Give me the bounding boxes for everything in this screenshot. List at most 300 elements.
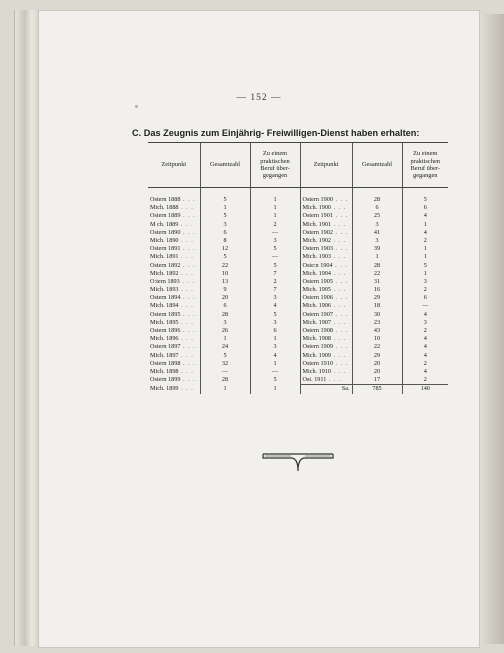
cell-zeitpunkt-right	[300, 286, 352, 294]
cell-gesamtzahl-left-text: 12	[221, 245, 229, 253]
leader-dots: . . .	[331, 236, 347, 244]
leader-dots: . . .	[331, 351, 347, 359]
leader-dots: . . .	[180, 196, 196, 204]
cell-beruf-left	[250, 335, 300, 343]
cell-zeitpunkt-left	[148, 360, 200, 368]
cell-zeitpunkt-left-text: Mich. 1891	[150, 253, 179, 261]
cell-gesamtzahl-left	[200, 237, 250, 245]
cell-summe-gesamtzahl-text: 785	[372, 385, 382, 393]
leader-dots: . . .	[332, 310, 349, 318]
cell-beruf-left-text: 5	[273, 376, 277, 384]
table-row	[148, 294, 448, 302]
cell-zeitpunkt-left	[148, 286, 200, 294]
leader-dots: . . .	[180, 343, 196, 351]
leader-dots: . . .	[332, 294, 349, 302]
cell-zeitpunkt-left-text: Mich. 1893	[150, 286, 179, 294]
table-row	[148, 385, 448, 394]
cell-gesamtzahl-left-text: 10	[221, 269, 229, 277]
cell-beruf-left	[250, 311, 300, 319]
table-row	[148, 302, 448, 310]
table-row	[148, 270, 448, 278]
cell-gesamtzahl-right-text: 16	[373, 286, 381, 294]
cell-beruf-left	[250, 262, 300, 270]
cell-beruf-left-text: 5	[273, 310, 277, 318]
cell-zeitpunkt-left-text: Ostern 1889	[150, 212, 181, 220]
leader-dots: . . .	[331, 367, 347, 375]
cell-gesamtzahl-left	[200, 245, 250, 253]
cell-beruf-right-text: 2	[423, 286, 427, 294]
leader-dots: . . .	[178, 204, 194, 212]
cell-gesamtzahl-left	[200, 368, 250, 376]
cell-beruf-left-text: 6	[273, 327, 277, 335]
leader-dots: . . .	[332, 228, 349, 236]
leader-dots: . . .	[331, 220, 347, 228]
cell-zeitpunkt-left-text: Mich. 1894	[150, 302, 179, 310]
cell-gesamtzahl-right	[352, 278, 402, 286]
cell-beruf-right-text: 4	[423, 343, 427, 351]
cell-beruf-left	[250, 270, 300, 278]
cell-zeitpunkt-right-text: Ostern 1907	[302, 310, 333, 318]
cell-gesamtzahl-left	[200, 343, 250, 351]
cell-zeitpunkt-left	[148, 335, 200, 343]
cell-beruf-left-text: —	[271, 228, 279, 236]
cell-beruf-left-text: 1	[273, 212, 277, 220]
leader-dots: . . .	[178, 286, 194, 294]
cell-beruf-left	[250, 294, 300, 302]
cell-beruf-right-text: 4	[423, 351, 427, 359]
cell-gesamtzahl-left	[200, 311, 250, 319]
cell-beruf-left-text: 4	[273, 351, 277, 359]
cell-beruf-left-text: —	[271, 253, 279, 261]
leader-dots: . . .	[326, 376, 342, 384]
cell-gesamtzahl-left-text: 1	[223, 204, 227, 212]
cell-beruf-left-text: 1	[273, 359, 277, 367]
cell-beruf-right	[402, 368, 448, 376]
header-beruf-line4: gegangen	[413, 172, 438, 180]
leader-dots: . . .	[331, 269, 347, 277]
leader-dots: . . .	[180, 212, 196, 220]
cell-gesamtzahl-right-text: 23	[373, 318, 381, 326]
cell-zeitpunkt-left-text: Ostern 1895	[150, 310, 181, 318]
cell-beruf-left-text: 2	[273, 277, 277, 285]
cell-gesamtzahl-right	[352, 188, 402, 205]
cell-gesamtzahl-left-text: 8	[223, 236, 227, 244]
cell-zeitpunkt-right	[300, 335, 352, 343]
cell-beruf-left	[250, 286, 300, 294]
table-row	[148, 327, 448, 335]
cell-beruf-right-text: 5	[423, 196, 427, 204]
cell-beruf-right	[402, 262, 448, 270]
cell-zeitpunkt-left	[148, 229, 200, 237]
cell-zeitpunkt-left	[148, 302, 200, 310]
cell-zeitpunkt-left-text: Ostern 1896	[150, 327, 181, 335]
cell-beruf-left-text: 1	[273, 204, 277, 212]
cell-gesamtzahl-right	[352, 368, 402, 376]
leader-dots: . . .	[331, 253, 347, 261]
cell-gesamtzahl-right	[352, 204, 402, 212]
cell-zeitpunkt-right-text: Mich. 1900	[302, 204, 332, 212]
cell-gesamtzahl-left	[200, 327, 250, 335]
cell-beruf-right	[402, 360, 448, 368]
cell-gesamtzahl-left-text: 5	[223, 196, 227, 204]
leader-dots: . . .	[332, 261, 348, 269]
cell-gesamtzahl-right-text: 41	[373, 228, 381, 236]
cell-zeitpunkt-right-text: Ostern 1908	[302, 327, 333, 335]
table-row	[148, 368, 448, 376]
cell-zeitpunkt-right-text: Ostern 1909	[302, 343, 333, 351]
cell-beruf-right-text: 1	[423, 269, 427, 277]
cell-gesamtzahl-left	[200, 262, 250, 270]
leader-dots: . . .	[178, 220, 194, 228]
scan-right-margin	[478, 14, 504, 644]
cell-zeitpunkt-right	[300, 221, 352, 229]
cell-beruf-right	[402, 212, 448, 220]
cell-gesamtzahl-right	[352, 327, 402, 335]
cell-beruf-right	[402, 188, 448, 205]
cell-summe-beruf	[402, 385, 448, 394]
cell-beruf-left-text: 1	[273, 385, 277, 393]
cell-beruf-left-text: 3	[273, 318, 277, 326]
cell-gesamtzahl-right-text: 29	[373, 351, 381, 359]
cell-zeitpunkt-left	[148, 237, 200, 245]
cell-gesamtzahl-left-text: 3	[223, 220, 227, 228]
cell-zeitpunkt-right-text: Ostern 1901	[302, 212, 333, 220]
cell-zeitpunkt-left	[148, 352, 200, 360]
leader-dots: . . .	[178, 367, 194, 375]
leader-dots: . . .	[332, 212, 349, 220]
table-row	[148, 204, 448, 212]
cell-beruf-right-text: 1	[423, 220, 427, 228]
cell-zeitpunkt-right-text: Oste:n 1904	[302, 261, 333, 269]
cell-zeitpunkt-left	[148, 385, 200, 394]
cell-gesamtzahl-left	[200, 385, 250, 394]
cell-gesamtzahl-right-text: 43	[373, 327, 381, 335]
cell-beruf-right-text: 2	[423, 359, 427, 367]
leader-dots: . . .	[332, 343, 349, 351]
cell-gesamtzahl-right	[352, 319, 402, 327]
cell-summe-beruf-text: 140	[420, 385, 430, 393]
table-row	[148, 319, 448, 327]
cell-zeitpunkt-right-text: Mich. 1908	[302, 335, 332, 343]
cell-gesamtzahl-left-text: —	[221, 367, 229, 375]
cell-beruf-left	[250, 253, 300, 261]
cell-beruf-left	[250, 343, 300, 351]
cell-gesamtzahl-left	[200, 335, 250, 343]
cell-zeitpunkt-right	[300, 212, 352, 220]
data-table	[148, 142, 448, 394]
cell-zeitpunkt-right-text: Mich. 1904	[302, 269, 332, 277]
cell-beruf-left-text: 1	[273, 335, 277, 343]
cell-zeitpunkt-right	[300, 311, 352, 319]
cell-zeitpunkt-left	[148, 376, 200, 385]
cell-beruf-right	[402, 335, 448, 343]
cell-zeitpunkt-left-text: Mich. 1890	[150, 236, 179, 244]
table-row	[148, 343, 448, 351]
cell-gesamtzahl-right-text: 30	[373, 310, 381, 318]
cell-beruf-left	[250, 212, 300, 220]
cell-beruf-right	[402, 352, 448, 360]
cell-beruf-left	[250, 278, 300, 286]
cell-zeitpunkt-left	[148, 327, 200, 335]
cell-gesamtzahl-left	[200, 376, 250, 385]
cell-beruf-left-text: 5	[273, 245, 277, 253]
cell-zeitpunkt-left	[148, 253, 200, 261]
table-body	[148, 188, 448, 394]
cell-gesamtzahl-left-text: 5	[223, 212, 227, 220]
cell-summe-gesamtzahl	[352, 385, 402, 394]
cell-beruf-right-text: 2	[423, 236, 427, 244]
cell-gesamtzahl-right-text: 1	[375, 253, 379, 261]
leader-dots: . . .	[178, 269, 194, 277]
header-beruf-line1: Zu einem	[413, 150, 438, 158]
header-beruf-line2: praktischen	[260, 157, 290, 165]
cell-beruf-right	[402, 270, 448, 278]
cell-gesamtzahl-left	[200, 302, 250, 310]
table-row	[148, 352, 448, 360]
cell-zeitpunkt-left-text: Ostern 1899	[150, 376, 181, 384]
cell-zeitpunkt-right	[300, 270, 352, 278]
cell-gesamtzahl-right	[352, 335, 402, 343]
cell-gesamtzahl-left-text: 5	[223, 351, 227, 359]
cell-beruf-right	[402, 302, 448, 310]
cell-beruf-right-text: 2	[423, 327, 427, 335]
cell-gesamtzahl-right-text: 22	[373, 269, 381, 277]
leader-dots: . . .	[180, 327, 196, 335]
table-row	[148, 376, 448, 385]
cell-zeitpunkt-right	[300, 229, 352, 237]
cell-zeitpunkt-right-text: Ostern 1903	[302, 245, 333, 253]
header-zeitpunkt-right: Zeitpunkt	[300, 143, 352, 188]
cell-gesamtzahl-right	[352, 253, 402, 261]
cell-beruf-right	[402, 319, 448, 327]
cell-beruf-right	[402, 327, 448, 335]
table-row	[148, 212, 448, 220]
header-beruf-left	[250, 143, 300, 188]
cell-zeitpunkt-right-text: Ost. 1911	[302, 376, 327, 384]
cell-gesamtzahl-right-text: 18	[373, 302, 381, 310]
cell-beruf-left-text: 3	[273, 343, 277, 351]
cell-beruf-left	[250, 327, 300, 335]
cell-beruf-right	[402, 376, 448, 385]
cell-beruf-right	[402, 311, 448, 319]
table-row	[148, 237, 448, 245]
leader-dots: . . .	[178, 302, 194, 310]
cell-beruf-right	[402, 229, 448, 237]
table-row	[148, 335, 448, 343]
leader-dots: . . .	[332, 196, 349, 204]
header-zeitpunkt-left: Zeitpunkt	[148, 143, 200, 188]
cell-gesamtzahl-right-text: 29	[373, 294, 381, 302]
leader-dots: . . .	[331, 335, 347, 343]
cell-gesamtzahl-right-text: 31	[373, 277, 381, 285]
cell-beruf-left	[250, 360, 300, 368]
cell-zeitpunkt-right	[300, 278, 352, 286]
cell-beruf-right	[402, 278, 448, 286]
cell-gesamtzahl-left	[200, 270, 250, 278]
cell-gesamtzahl-left	[200, 319, 250, 327]
cell-zeitpunkt-right-text: Mich. 1906	[302, 302, 332, 310]
leader-dots: . . .	[178, 335, 194, 343]
cell-beruf-right	[402, 294, 448, 302]
cell-zeitpunkt-left-text: Ostern 1890	[150, 228, 181, 236]
cell-beruf-left-text: 7	[273, 269, 277, 277]
leader-dots: . . .	[180, 294, 196, 302]
cell-gesamtzahl-right	[352, 360, 402, 368]
cell-beruf-left	[250, 204, 300, 212]
cell-beruf-left-text: 5	[273, 261, 277, 269]
table-row	[148, 253, 448, 261]
cell-zeitpunkt-left	[148, 278, 200, 286]
cell-beruf-right	[402, 286, 448, 294]
cell-beruf-left-text: 4	[273, 302, 277, 310]
leader-dots: . . .	[332, 327, 349, 335]
cell-beruf-right-text: 1	[423, 245, 427, 253]
cell-gesamtzahl-left-text: 20	[221, 294, 229, 302]
page-number: — 152 —	[236, 93, 282, 103]
cell-gesamtzahl-right	[352, 302, 402, 310]
cell-gesamtzahl-left	[200, 204, 250, 212]
cell-beruf-left	[250, 319, 300, 327]
cell-gesamtzahl-right	[352, 376, 402, 385]
leader-dots: . . .	[332, 277, 349, 285]
cell-gesamtzahl-left-text: 5	[223, 253, 227, 261]
cell-gesamtzahl-right-text: 28	[373, 196, 381, 204]
cell-zeitpunkt-left	[148, 319, 200, 327]
cell-zeitpunkt-right-text: Mich. 1910	[302, 367, 332, 375]
leader-dots: . . .	[331, 204, 347, 212]
cell-gesamtzahl-right	[352, 294, 402, 302]
cell-gesamtzahl-left-text: 9	[223, 286, 227, 294]
cell-gesamtzahl-right-text: 20	[373, 367, 381, 375]
leader-dots: . . .	[180, 310, 196, 318]
cell-gesamtzahl-left	[200, 278, 250, 286]
cell-zeitpunkt-right-text: Mich. 1909	[302, 351, 332, 359]
cell-gesamtzahl-left-text: 3	[223, 318, 227, 326]
cell-zeitpunkt-right	[300, 352, 352, 360]
cell-gesamtzahl-left-text: 6	[223, 228, 227, 236]
leader-dots: . . .	[178, 351, 194, 359]
cell-gesamtzahl-left-text: 24	[221, 343, 229, 351]
cell-zeitpunkt-right	[300, 302, 352, 310]
cell-zeitpunkt-right-text: Mich. 1902	[302, 236, 332, 244]
header-gesamtzahl-left: Gesamtzahl	[200, 143, 250, 188]
cell-zeitpunkt-right-text: Ostern 1910	[302, 359, 333, 367]
leader-dots: . . .	[178, 318, 194, 326]
cell-gesamtzahl-right-text: 6	[375, 204, 379, 212]
cell-gesamtzahl-right	[352, 270, 402, 278]
section-title: C. Das Zeugnis zum Einjährig- Freiwilligen-Dienst haben erhalten:	[132, 128, 420, 138]
cell-gesamtzahl-right-text: 28	[373, 261, 381, 269]
cell-zeitpunkt-right-text: Mich. 1905	[302, 286, 332, 294]
cell-zeitpunkt-right	[300, 188, 352, 205]
cell-beruf-right-text: 4	[423, 228, 427, 236]
cell-gesamtzahl-left-text: 1	[223, 385, 227, 393]
cell-gesamtzahl-left-text: 6	[223, 302, 227, 310]
cell-gesamtzahl-right	[352, 343, 402, 351]
cell-zeitpunkt-left	[148, 294, 200, 302]
cell-beruf-left-text: 3	[273, 236, 277, 244]
cell-gesamtzahl-left	[200, 212, 250, 220]
cell-beruf-right-text: 4	[423, 335, 427, 343]
cell-beruf-right	[402, 245, 448, 253]
leader-dots: . . .	[331, 302, 347, 310]
cell-summe-label-text: Sa.	[341, 385, 350, 393]
table-row	[148, 245, 448, 253]
cell-beruf-left-text: 3	[273, 294, 277, 302]
table-row	[148, 286, 448, 294]
leader-dots: . . .	[180, 359, 196, 367]
leader-dots: . . .	[331, 318, 347, 326]
cell-zeitpunkt-left	[148, 311, 200, 319]
cell-gesamtzahl-left	[200, 229, 250, 237]
cell-gesamtzahl-right	[352, 311, 402, 319]
cell-gesamtzahl-right-text: 39	[373, 245, 381, 253]
cell-beruf-right-text: 5	[423, 261, 427, 269]
leader-dots: . . .	[332, 245, 349, 253]
cell-summe-label	[300, 385, 352, 394]
cell-zeitpunkt-right	[300, 360, 352, 368]
cell-beruf-left	[250, 368, 300, 376]
cell-zeitpunkt-right	[300, 343, 352, 351]
cell-gesamtzahl-left-text: 26	[221, 327, 229, 335]
cell-zeitpunkt-right	[300, 319, 352, 327]
cell-gesamtzahl-left-text: 28	[221, 310, 229, 318]
cell-beruf-left	[250, 302, 300, 310]
cell-zeitpunkt-right-text: Ostern 1902	[302, 228, 333, 236]
cell-zeitpunkt-left-text: Mich. 1896	[150, 335, 179, 343]
cell-beruf-right	[402, 204, 448, 212]
table-row	[148, 278, 448, 286]
cell-zeitpunkt-left-text: Mich. 1897	[150, 351, 179, 359]
header-gesamtzahl-right: Gesamtzahl	[352, 143, 402, 188]
cell-zeitpunkt-right-text: Mich. 1903	[302, 253, 332, 261]
cell-zeitpunkt-left	[148, 262, 200, 270]
leader-dots: . . .	[180, 228, 196, 236]
header-beruf-line2: praktischen	[410, 157, 440, 165]
cell-beruf-right-text: 4	[423, 212, 427, 220]
cell-beruf-left	[250, 245, 300, 253]
cell-beruf-right-text: 3	[423, 318, 427, 326]
cell-beruf-left	[250, 188, 300, 205]
leader-dots: . . .	[178, 253, 194, 261]
cell-beruf-right-text: —	[422, 302, 429, 310]
cell-gesamtzahl-right-text: 17	[373, 376, 381, 384]
cell-gesamtzahl-right-text: 20	[373, 359, 381, 367]
table-row	[148, 360, 448, 368]
cell-zeitpunkt-right	[300, 368, 352, 376]
cell-gesamtzahl-left-text: 13	[221, 277, 229, 285]
cell-gesamtzahl-right	[352, 221, 402, 229]
cell-zeitpunkt-left-text: Ostern 1897	[150, 343, 181, 351]
cell-beruf-right	[402, 343, 448, 351]
table-row	[148, 221, 448, 229]
cell-zeitpunkt-left-text: Mich. 1898	[150, 367, 179, 375]
cell-beruf-left	[250, 237, 300, 245]
cell-beruf-right-text: 1	[423, 253, 427, 261]
cell-zeitpunkt-left	[148, 270, 200, 278]
cell-beruf-right-text: 4	[423, 367, 427, 375]
paper-speck	[135, 105, 138, 108]
cell-beruf-left	[250, 221, 300, 229]
book-page-edges	[14, 10, 39, 646]
leader-dots: . . .	[178, 236, 194, 244]
cell-beruf-right	[402, 253, 448, 261]
cell-beruf-left	[250, 376, 300, 385]
cell-beruf-left-text: 1	[273, 196, 277, 204]
cell-beruf-left	[250, 352, 300, 360]
cell-gesamtzahl-right-text: 3	[375, 220, 379, 228]
cell-zeitpunkt-left-text: Mich. 1888	[150, 204, 179, 212]
